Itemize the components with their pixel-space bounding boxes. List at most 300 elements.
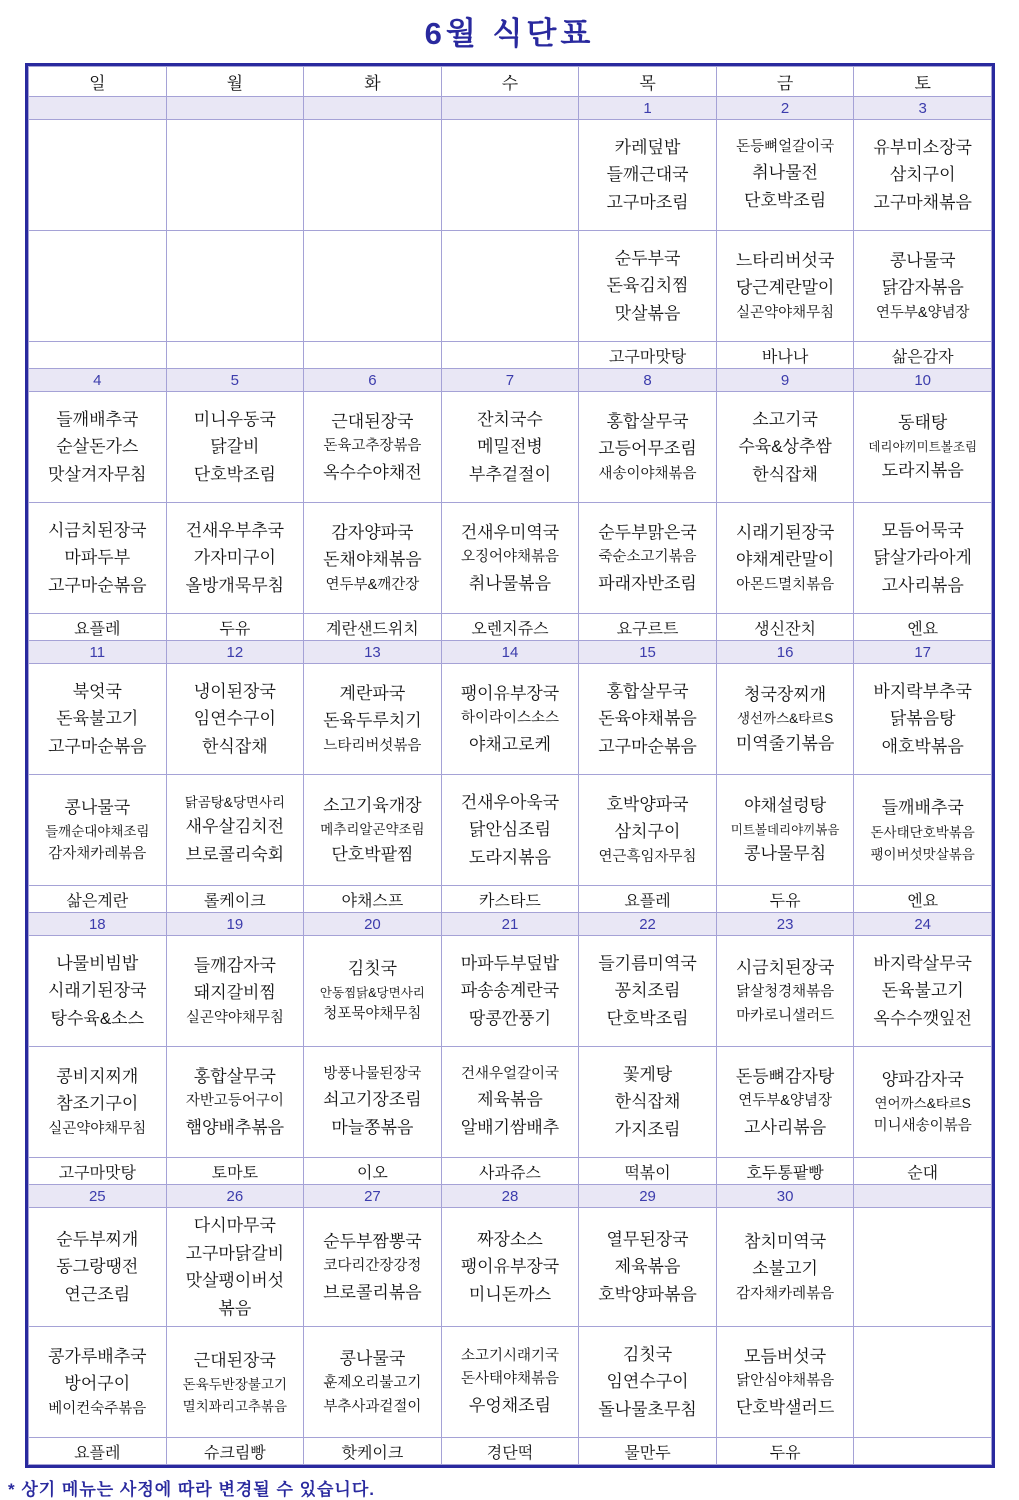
snack-cell: 순대 bbox=[854, 1158, 992, 1185]
menu-item: 돈사태단호박볶음 bbox=[870, 824, 975, 840]
menu-item: 마늘쫑볶음 bbox=[331, 1117, 414, 1137]
menu-item: 실곤약야채무침 bbox=[48, 1120, 147, 1137]
menu-item: 죽순소고기볶음 bbox=[598, 549, 697, 566]
snack-cell: 물만두 bbox=[579, 1438, 717, 1465]
menu-item: 단호박조림 bbox=[606, 1008, 689, 1028]
snack-cell: 떡볶이 bbox=[579, 1158, 717, 1185]
weekday-header bbox=[29, 67, 992, 97]
menu-item: 미트볼데리야끼볶음 bbox=[730, 822, 840, 837]
menu-item: 건새우아욱국 bbox=[460, 792, 560, 812]
date-cell: 19 bbox=[166, 913, 304, 936]
date-cell bbox=[29, 97, 167, 120]
menu-item: 베이컨숙주볶음 bbox=[48, 1400, 147, 1417]
menu-item: 옥수수야채전 bbox=[323, 462, 422, 482]
menu-item: 느타리버섯볶음 bbox=[323, 737, 422, 754]
snack-cell: 이오 bbox=[304, 1158, 442, 1185]
menu-item: 자반고등어구이 bbox=[185, 1093, 284, 1110]
menu-item: 건새우얼갈이국 bbox=[460, 1065, 559, 1082]
menu-item: 돈육두반장불고기 bbox=[182, 1377, 287, 1393]
lunch-menu-cell bbox=[29, 936, 167, 1047]
date-cell: 9 bbox=[716, 369, 854, 392]
lunch-menu-cell bbox=[304, 664, 442, 775]
menu-item: 동그랑땡전 bbox=[56, 1257, 139, 1277]
menu-item: 삼치구이 bbox=[889, 165, 956, 185]
menu-item: 닭곰탕&당면사리 bbox=[184, 794, 285, 810]
menu-item: 가지조림 bbox=[614, 1119, 681, 1139]
menu-item: 땅콩깐풍기 bbox=[468, 1008, 552, 1028]
date-row bbox=[29, 369, 992, 392]
menu-item: 고등어무조림 bbox=[598, 439, 697, 459]
menu-item: 실곤약야채무침 bbox=[736, 304, 835, 321]
date-cell: 22 bbox=[579, 913, 717, 936]
snack-cell: 요플레 bbox=[29, 614, 167, 641]
menu-item: 참조기구이 bbox=[56, 1094, 139, 1114]
menu-item: 꽃게탕 bbox=[622, 1064, 673, 1084]
snack-cell: 고구마맛탕 bbox=[29, 1158, 167, 1185]
date-cell: 8 bbox=[579, 369, 717, 392]
menu-item: 하이라이스소스 bbox=[460, 710, 559, 727]
menu-item: 맛살겨자무침 bbox=[48, 464, 147, 484]
date-cell: 10 bbox=[854, 369, 992, 392]
weekday-label: 일 bbox=[29, 67, 167, 97]
lunch-menu-cell bbox=[29, 392, 167, 503]
date-cell bbox=[166, 97, 304, 120]
menu-item: 나물비빔밥 bbox=[56, 953, 139, 973]
menu-item: 감자채카레볶음 bbox=[736, 1285, 835, 1302]
date-cell: 7 bbox=[441, 369, 579, 392]
dinner-menu-cell bbox=[854, 1047, 992, 1158]
menu-item: 단호박샐러드 bbox=[735, 1397, 835, 1417]
menu-item: 콩나물국 bbox=[339, 1348, 406, 1368]
lunch-menu-cell bbox=[854, 1208, 992, 1327]
dinner-row bbox=[29, 1047, 992, 1158]
menu-item: 소고기육개장 bbox=[323, 795, 422, 815]
lunch-menu-cell bbox=[854, 664, 992, 775]
menu-item: 팽이유부장국 bbox=[460, 1257, 560, 1277]
menu-item: 짜장소스 bbox=[477, 1229, 543, 1249]
menu-item: 연근조림 bbox=[64, 1284, 131, 1304]
snack-cell: 슈크림빵 bbox=[166, 1438, 304, 1465]
menu-item: 미니새송이볶음 bbox=[873, 1117, 972, 1134]
menu-item: 멸치꽈리고추볶음 bbox=[182, 1398, 287, 1414]
menu-item: 단호박팥찜 bbox=[331, 844, 414, 864]
dinner-menu-cell bbox=[854, 231, 992, 342]
menu-item: 닭볶음탕 bbox=[889, 709, 956, 729]
menu-item: 잔치국수 bbox=[477, 409, 543, 429]
menu-item: 알배기쌈배추 bbox=[460, 1117, 560, 1137]
dinner-menu-cell bbox=[304, 231, 442, 342]
date-cell: 29 bbox=[579, 1185, 717, 1208]
menu-item: 꽁치조림 bbox=[614, 981, 681, 1001]
menu-item: 방풍나물된장국 bbox=[323, 1065, 422, 1082]
lunch-menu-cell bbox=[29, 120, 167, 231]
menu-item: 야채고로케 bbox=[468, 734, 552, 754]
menu-item: 고구마순볶음 bbox=[48, 736, 147, 756]
menu-item: 콩나물국 bbox=[64, 797, 131, 817]
dinner-menu-cell bbox=[441, 503, 579, 614]
menu-item: 가자미구이 bbox=[193, 548, 276, 568]
menu-item: 감자채카레볶음 bbox=[48, 845, 147, 862]
snack-row bbox=[29, 1438, 992, 1465]
weekday-label: 토 bbox=[854, 67, 992, 97]
menu-item: 미니우동국 bbox=[193, 409, 276, 429]
dinner-menu-cell bbox=[716, 775, 854, 886]
menu-item: 연두부&양념장 bbox=[875, 304, 970, 321]
menu-item: 돈육김치찜 bbox=[606, 276, 689, 296]
menu-item: 고구마순볶음 bbox=[598, 736, 697, 756]
lunch-menu-cell bbox=[854, 936, 992, 1047]
dinner-menu-cell bbox=[716, 231, 854, 342]
menu-item: 메밀전병 bbox=[477, 437, 543, 457]
snack-cell bbox=[441, 342, 579, 369]
menu-item: 한식잡채 bbox=[614, 1092, 681, 1112]
dinner-row bbox=[29, 775, 992, 886]
menu-item: 돈육불고기 bbox=[881, 981, 964, 1001]
lunch-menu-cell bbox=[441, 664, 579, 775]
snack-cell bbox=[166, 342, 304, 369]
menu-item: 시래기된장국 bbox=[735, 522, 835, 542]
snack-cell: 경단떡 bbox=[441, 1438, 579, 1465]
snack-row bbox=[29, 886, 992, 913]
snack-cell: 삶은감자 bbox=[854, 342, 992, 369]
date-cell: 17 bbox=[854, 641, 992, 664]
menu-item: 데리야끼미트볼조림 bbox=[868, 439, 978, 454]
menu-item: 모듬어묵국 bbox=[881, 520, 964, 540]
menu-item: 들깨근대국 bbox=[606, 165, 689, 185]
menu-item: 호박양파국 bbox=[606, 794, 689, 814]
menu-item: 부추사과겉절이 bbox=[323, 1398, 422, 1415]
lunch-menu-cell bbox=[716, 664, 854, 775]
menu-item: 닭안심야채볶음 bbox=[736, 1373, 835, 1390]
lunch-menu-cell bbox=[29, 1208, 167, 1327]
lunch-menu-cell bbox=[166, 1208, 304, 1327]
date-cell: 20 bbox=[304, 913, 442, 936]
snack-cell: 계란샌드위치 bbox=[304, 614, 442, 641]
menu-item: 바지락부추국 bbox=[873, 681, 972, 701]
dinner-menu-cell bbox=[579, 503, 717, 614]
lunch-row bbox=[29, 120, 992, 231]
dinner-menu-cell bbox=[166, 1327, 304, 1438]
dinner-menu-cell bbox=[854, 775, 992, 886]
menu-item: 청포묵야채무침 bbox=[323, 1006, 422, 1023]
dinner-menu-cell bbox=[716, 1327, 854, 1438]
weekday-label: 목 bbox=[579, 67, 717, 97]
dinner-menu-cell bbox=[29, 503, 167, 614]
menu-item: 팽이유부장국 bbox=[460, 683, 560, 703]
date-cell: 1 bbox=[579, 97, 717, 120]
menu-item: 건새우미역국 bbox=[460, 522, 560, 542]
dinner-menu-cell bbox=[29, 231, 167, 342]
date-cell: 5 bbox=[166, 369, 304, 392]
menu-item: 제육볶음 bbox=[614, 1257, 681, 1277]
menu-item: 돈육야채볶음 bbox=[598, 709, 697, 729]
menu-item: 도라지볶음 bbox=[468, 847, 552, 867]
menu-item: 연근흑임자무침 bbox=[598, 848, 697, 865]
menu-item: 양파감자국 bbox=[881, 1069, 964, 1089]
lunch-row bbox=[29, 936, 992, 1047]
date-cell: 6 bbox=[304, 369, 442, 392]
menu-item: 시금치된장국 bbox=[735, 957, 835, 977]
menu-item: 들깨배추국 bbox=[881, 798, 964, 818]
snack-row bbox=[29, 1158, 992, 1185]
menu-item: 콩가루배추국 bbox=[48, 1346, 147, 1366]
menu-item: 돈사태야채볶음 bbox=[460, 1371, 559, 1388]
lunch-menu-cell bbox=[579, 120, 717, 231]
menu-item: 다시마무국 bbox=[193, 1216, 276, 1235]
lunch-menu-cell bbox=[441, 392, 579, 503]
date-cell: 15 bbox=[579, 641, 717, 664]
menu-item: 부추겉절이 bbox=[468, 464, 552, 484]
date-cell: 24 bbox=[854, 913, 992, 936]
menu-item: 연어까스&타르S bbox=[874, 1096, 971, 1112]
menu-item: 브로콜리볶음 bbox=[323, 1282, 422, 1302]
lunch-menu-cell bbox=[304, 1208, 442, 1327]
snack-row bbox=[29, 614, 992, 641]
dinner-menu-cell bbox=[579, 775, 717, 886]
menu-item: 소고기시래기국 bbox=[460, 1347, 559, 1364]
menu-item: 닭살청경채볶음 bbox=[736, 984, 835, 1001]
menu-item: 돈채야채볶음 bbox=[323, 550, 422, 570]
snack-row bbox=[29, 342, 992, 369]
menu-item: 임연수구이 bbox=[606, 1372, 689, 1392]
menu-item: 호박양파볶음 bbox=[598, 1284, 697, 1304]
dinner-menu-cell bbox=[166, 775, 304, 886]
menu-item: 미니돈까스 bbox=[468, 1284, 552, 1304]
menu-item: 맛살볶음 bbox=[614, 303, 681, 323]
menu-item: 순살돈가스 bbox=[56, 437, 139, 457]
menu-item: 계란파국 bbox=[339, 683, 406, 703]
menu-item: 제육볶음 bbox=[477, 1090, 543, 1110]
menu-item: 아몬드멸치볶음 bbox=[736, 576, 835, 593]
lunch-menu-cell bbox=[304, 392, 442, 503]
snack-cell: 야채스프 bbox=[304, 886, 442, 913]
weekday-label: 수 bbox=[441, 67, 579, 97]
menu-item: 돈육불고기 bbox=[56, 709, 139, 729]
menu-item: 안동찜닭&당면사리 bbox=[319, 985, 425, 1000]
weekday-label: 화 bbox=[304, 67, 442, 97]
snack-cell: 토마토 bbox=[166, 1158, 304, 1185]
menu-item: 냉이된장국 bbox=[193, 681, 276, 701]
dinner-menu-cell bbox=[304, 503, 442, 614]
snack-cell: 호두통팥빵 bbox=[716, 1158, 854, 1185]
lunch-row bbox=[29, 664, 992, 775]
menu-item: 고사리볶음 bbox=[744, 1117, 827, 1137]
menu-item: 연두부&양념장 bbox=[738, 1093, 832, 1110]
menu-item: 야채설렁탕 bbox=[744, 796, 827, 816]
dinner-menu-cell bbox=[166, 231, 304, 342]
menu-item: 콩나물무침 bbox=[744, 844, 827, 864]
menu-item: 맛살팽이버섯 bbox=[185, 1271, 285, 1291]
menu-item: 콩비지찌개 bbox=[56, 1066, 139, 1086]
menu-item: 카레덮밥 bbox=[614, 137, 681, 157]
menu-item: 소불고기 bbox=[752, 1259, 818, 1279]
weekday-label: 월 bbox=[166, 67, 304, 97]
snack-cell: 생신잔치 bbox=[716, 614, 854, 641]
menu-item: 브로콜리숙회 bbox=[185, 844, 285, 864]
date-cell: 2 bbox=[716, 97, 854, 120]
snack-cell: 엔요 bbox=[854, 886, 992, 913]
menu-item: 당근계란말이 bbox=[735, 278, 835, 298]
menu-item: 새우살김치전 bbox=[185, 817, 285, 837]
lunch-menu-cell bbox=[441, 936, 579, 1047]
snack-cell: 두유 bbox=[716, 1438, 854, 1465]
dinner-menu-cell bbox=[166, 1047, 304, 1158]
menu-item: 근대된장국 bbox=[193, 1350, 276, 1370]
date-row bbox=[29, 1185, 992, 1208]
menu-item: 청국장찌개 bbox=[744, 684, 827, 704]
menu-item: 생선까스&타르S bbox=[736, 711, 834, 727]
menu-item: 닭감자볶음 bbox=[881, 278, 964, 298]
lunch-menu-cell bbox=[716, 120, 854, 231]
snack-cell: 요플레 bbox=[579, 886, 717, 913]
date-row bbox=[29, 913, 992, 936]
snack-cell: 사과쥬스 bbox=[441, 1158, 579, 1185]
menu-item: 돈등뼈감자탕 bbox=[735, 1066, 835, 1086]
snack-cell: 두유 bbox=[716, 886, 854, 913]
menu-item: 고구마조림 bbox=[606, 192, 689, 212]
menu-item: 팽이버섯맛살볶음 bbox=[870, 846, 975, 862]
snack-cell: 요플레 bbox=[29, 1438, 167, 1465]
menu-item: 오징어야채볶음 bbox=[460, 549, 559, 566]
menu-item: 마파두부덮밥 bbox=[460, 953, 560, 973]
date-cell: 18 bbox=[29, 913, 167, 936]
dinner-menu-cell bbox=[579, 1327, 717, 1438]
menu-item: 애호박볶음 bbox=[881, 736, 964, 756]
dinner-menu-cell bbox=[441, 775, 579, 886]
snack-cell: 고구마맛탕 bbox=[579, 342, 717, 369]
lunch-menu-cell bbox=[579, 936, 717, 1047]
menu-item: 쇠고기장조림 bbox=[323, 1090, 422, 1110]
menu-item: 동태탕 bbox=[898, 413, 948, 433]
menu-item: 느타리버섯국 bbox=[735, 250, 835, 270]
lunch-menu-cell bbox=[166, 392, 304, 503]
lunch-menu-cell bbox=[579, 392, 717, 503]
lunch-menu-cell bbox=[716, 392, 854, 503]
menu-item: 김칫국 bbox=[622, 1344, 673, 1364]
dinner-menu-cell bbox=[304, 1047, 442, 1158]
lunch-menu-cell bbox=[716, 1208, 854, 1327]
dinner-menu-cell bbox=[29, 775, 167, 886]
menu-item: 순두부국 bbox=[614, 248, 681, 268]
menu-item: 단호박조림 bbox=[193, 464, 276, 484]
menu-item: 고구마닭갈비 bbox=[185, 1243, 285, 1263]
lunch-menu-cell bbox=[441, 1208, 579, 1327]
lunch-menu-cell bbox=[166, 936, 304, 1047]
menu-item: 한식잡채 bbox=[752, 464, 818, 484]
menu-item: 시래기된장국 bbox=[48, 981, 147, 1001]
menu-item: 참치미역국 bbox=[744, 1231, 827, 1251]
lunch-menu-cell bbox=[854, 120, 992, 231]
snack-cell: 카스타드 bbox=[441, 886, 579, 913]
menu-item: 돼지갈비찜 bbox=[193, 983, 276, 1003]
menu-item: 근대된장국 bbox=[331, 411, 414, 431]
menu-table bbox=[28, 66, 992, 1465]
date-cell: 27 bbox=[304, 1185, 442, 1208]
menu-item: 햄양배추볶음 bbox=[185, 1117, 285, 1137]
snack-cell: 요구르트 bbox=[579, 614, 717, 641]
lunch-menu-cell bbox=[579, 664, 717, 775]
calendar-body bbox=[29, 97, 992, 1465]
date-cell: 26 bbox=[166, 1185, 304, 1208]
menu-item: 들깨순대야채조림 bbox=[45, 824, 150, 840]
menu-item: 홍합살무국 bbox=[606, 681, 689, 701]
menu-item: 우엉채조림 bbox=[468, 1395, 552, 1415]
menu-item: 돈육두루치기 bbox=[323, 711, 422, 731]
lunch-row bbox=[29, 1208, 992, 1327]
dinner-menu-cell bbox=[716, 1047, 854, 1158]
snack-cell: 삶은계란 bbox=[29, 886, 167, 913]
menu-item: 유부미소장국 bbox=[873, 137, 972, 157]
lunch-menu-cell bbox=[29, 664, 167, 775]
menu-item: 들기름미역국 bbox=[598, 953, 697, 973]
dinner-menu-cell bbox=[29, 1047, 167, 1158]
menu-item: 옥수수깻잎전 bbox=[873, 1008, 972, 1028]
snack-cell bbox=[304, 342, 442, 369]
dinner-menu-cell bbox=[441, 231, 579, 342]
date-cell: 25 bbox=[29, 1185, 167, 1208]
weekday-row bbox=[29, 67, 992, 97]
date-cell: 14 bbox=[441, 641, 579, 664]
date-cell: 21 bbox=[441, 913, 579, 936]
snack-cell: 바나나 bbox=[716, 342, 854, 369]
snack-cell bbox=[29, 342, 167, 369]
menu-item: 시금치된장국 bbox=[48, 520, 147, 540]
menu-calendar bbox=[25, 63, 995, 1468]
menu-item: 임연수구이 bbox=[193, 709, 276, 729]
dinner-menu-cell bbox=[854, 503, 992, 614]
snack-cell: 오렌지쥬스 bbox=[441, 614, 579, 641]
footer-note: * 상기 메뉴는 사정에 따라 변경될 수 있습니다. bbox=[8, 1480, 375, 1500]
date-cell: 28 bbox=[441, 1185, 579, 1208]
lunch-row bbox=[29, 392, 992, 503]
menu-item: 홍합살무국 bbox=[193, 1066, 276, 1086]
menu-item: 수육&상추쌈 bbox=[738, 437, 832, 457]
date-cell: 4 bbox=[29, 369, 167, 392]
menu-item: 북엇국 bbox=[72, 681, 122, 701]
lunch-menu-cell bbox=[579, 1208, 717, 1327]
menu-item: 들깨배추국 bbox=[56, 409, 139, 429]
menu-item: 단호박조림 bbox=[744, 190, 827, 210]
menu-item: 파송송계란국 bbox=[460, 981, 560, 1001]
dinner-menu-cell bbox=[29, 1327, 167, 1438]
menu-item: 돈등뼈얼갈이국 bbox=[736, 138, 835, 155]
menu-item: 삼치구이 bbox=[614, 822, 681, 842]
menu-item: 도라지볶음 bbox=[881, 461, 964, 481]
dinner-menu-cell bbox=[441, 1327, 579, 1438]
dinner-menu-cell bbox=[441, 1047, 579, 1158]
menu-item: 들깨감자국 bbox=[193, 955, 276, 975]
menu-item: 취나물전 bbox=[752, 163, 818, 183]
menu-item: 홍합살무국 bbox=[606, 411, 689, 431]
lunch-menu-cell bbox=[166, 664, 304, 775]
menu-item: 마파두부 bbox=[64, 548, 131, 568]
date-cell: 12 bbox=[166, 641, 304, 664]
dinner-menu-cell bbox=[854, 1327, 992, 1438]
date-cell bbox=[441, 97, 579, 120]
menu-item: 돈육고추장볶음 bbox=[323, 438, 422, 455]
menu-item: 순두부맑은국 bbox=[598, 522, 697, 542]
menu-item: 실곤약야채무침 bbox=[185, 1009, 284, 1026]
snack-cell: 핫케이크 bbox=[304, 1438, 442, 1465]
menu-item: 고구마순볶음 bbox=[48, 575, 147, 595]
date-cell: 30 bbox=[716, 1185, 854, 1208]
menu-item: 닭안심조림 bbox=[468, 820, 552, 840]
dinner-menu-cell bbox=[166, 503, 304, 614]
date-row bbox=[29, 641, 992, 664]
dinner-row bbox=[29, 231, 992, 342]
menu-item: 열무된장국 bbox=[606, 1229, 689, 1249]
menu-item: 훈제오리불고기 bbox=[323, 1375, 422, 1392]
